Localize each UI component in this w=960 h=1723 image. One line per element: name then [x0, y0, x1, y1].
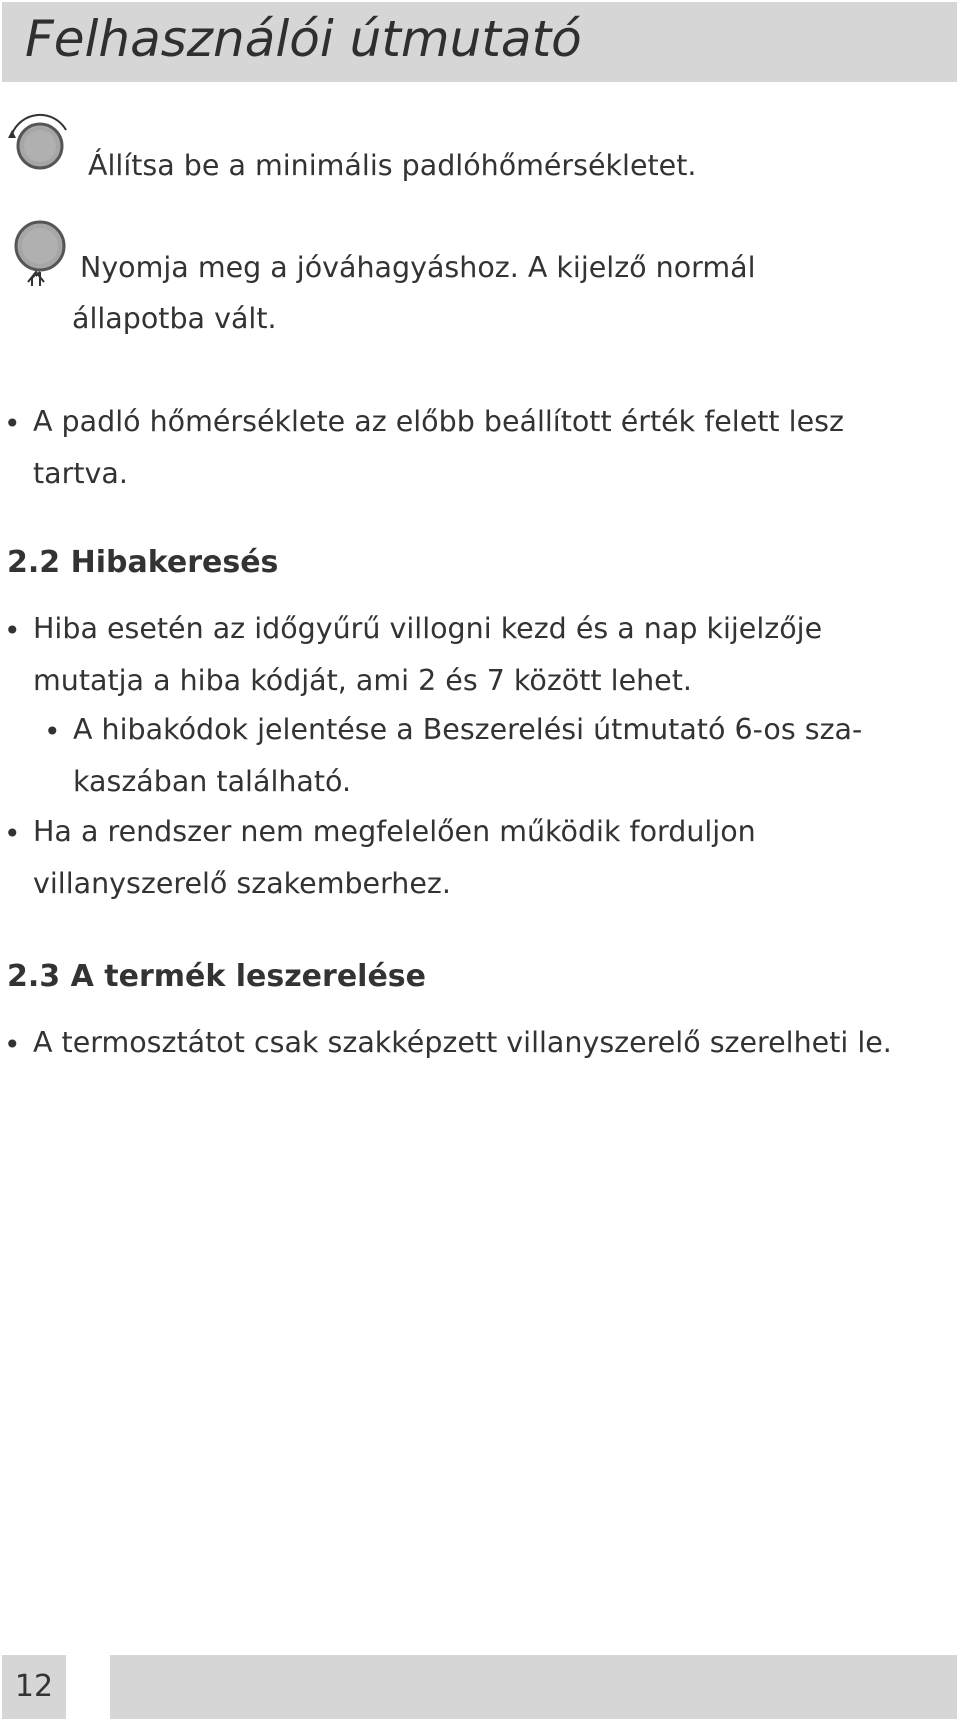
note-line2: tartva. [33, 457, 128, 490]
note-line1: A padló hőmérséklete az előbb beállított érték felett lesz [33, 405, 844, 438]
page-title: Felhasználói útmutató [25, 10, 582, 68]
list-item-bullet: • [4, 1028, 21, 1061]
list-item-line2: villanyszerelő szakemberhez. [33, 867, 451, 900]
step-rotate-text: Állítsa be a minimális padlóhőmérsékletet. [88, 149, 697, 182]
sub-item-bullet: • [44, 715, 61, 748]
list-item-line1: Ha a rendszer nem megfelelően működik forduljon [33, 815, 756, 848]
header-bar [2, 2, 957, 82]
sub-item-line1: A hibakódok jelentése a Beszerelési útmutató 6-os sza- [73, 713, 863, 746]
page-number: 12 [14, 1669, 54, 1704]
list-item-line2: mutatja a hiba kódját, ami 2 és 7 között lehet. [33, 664, 692, 697]
rotate-knob-icon [2, 108, 74, 174]
list-item-line1: Hiba esetén az időgyűrű villogni kezd és a nap kijelzője [33, 612, 823, 645]
section-2-3-heading: 2.3 A termék leszerelése [7, 959, 427, 994]
list-item-text: A termosztátot csak szakképzett villanyszerelő szerelheti le. [33, 1026, 892, 1059]
section-2-2-heading: 2.2 Hibakeresés [7, 545, 279, 580]
footer-bar [110, 1655, 957, 1719]
note-bullet: • [4, 407, 21, 440]
sub-item-line2: kaszában található. [73, 765, 352, 798]
list-item-bullet: • [4, 817, 21, 850]
press-knob-icon [8, 216, 70, 306]
step-press-line1: Nyomja meg a jóváhagyáshoz. A kijelző normál [80, 251, 756, 284]
list-item-bullet: • [4, 614, 21, 647]
page-number-box [2, 1655, 66, 1719]
step-press-line2: állapotba vált. [72, 302, 277, 335]
